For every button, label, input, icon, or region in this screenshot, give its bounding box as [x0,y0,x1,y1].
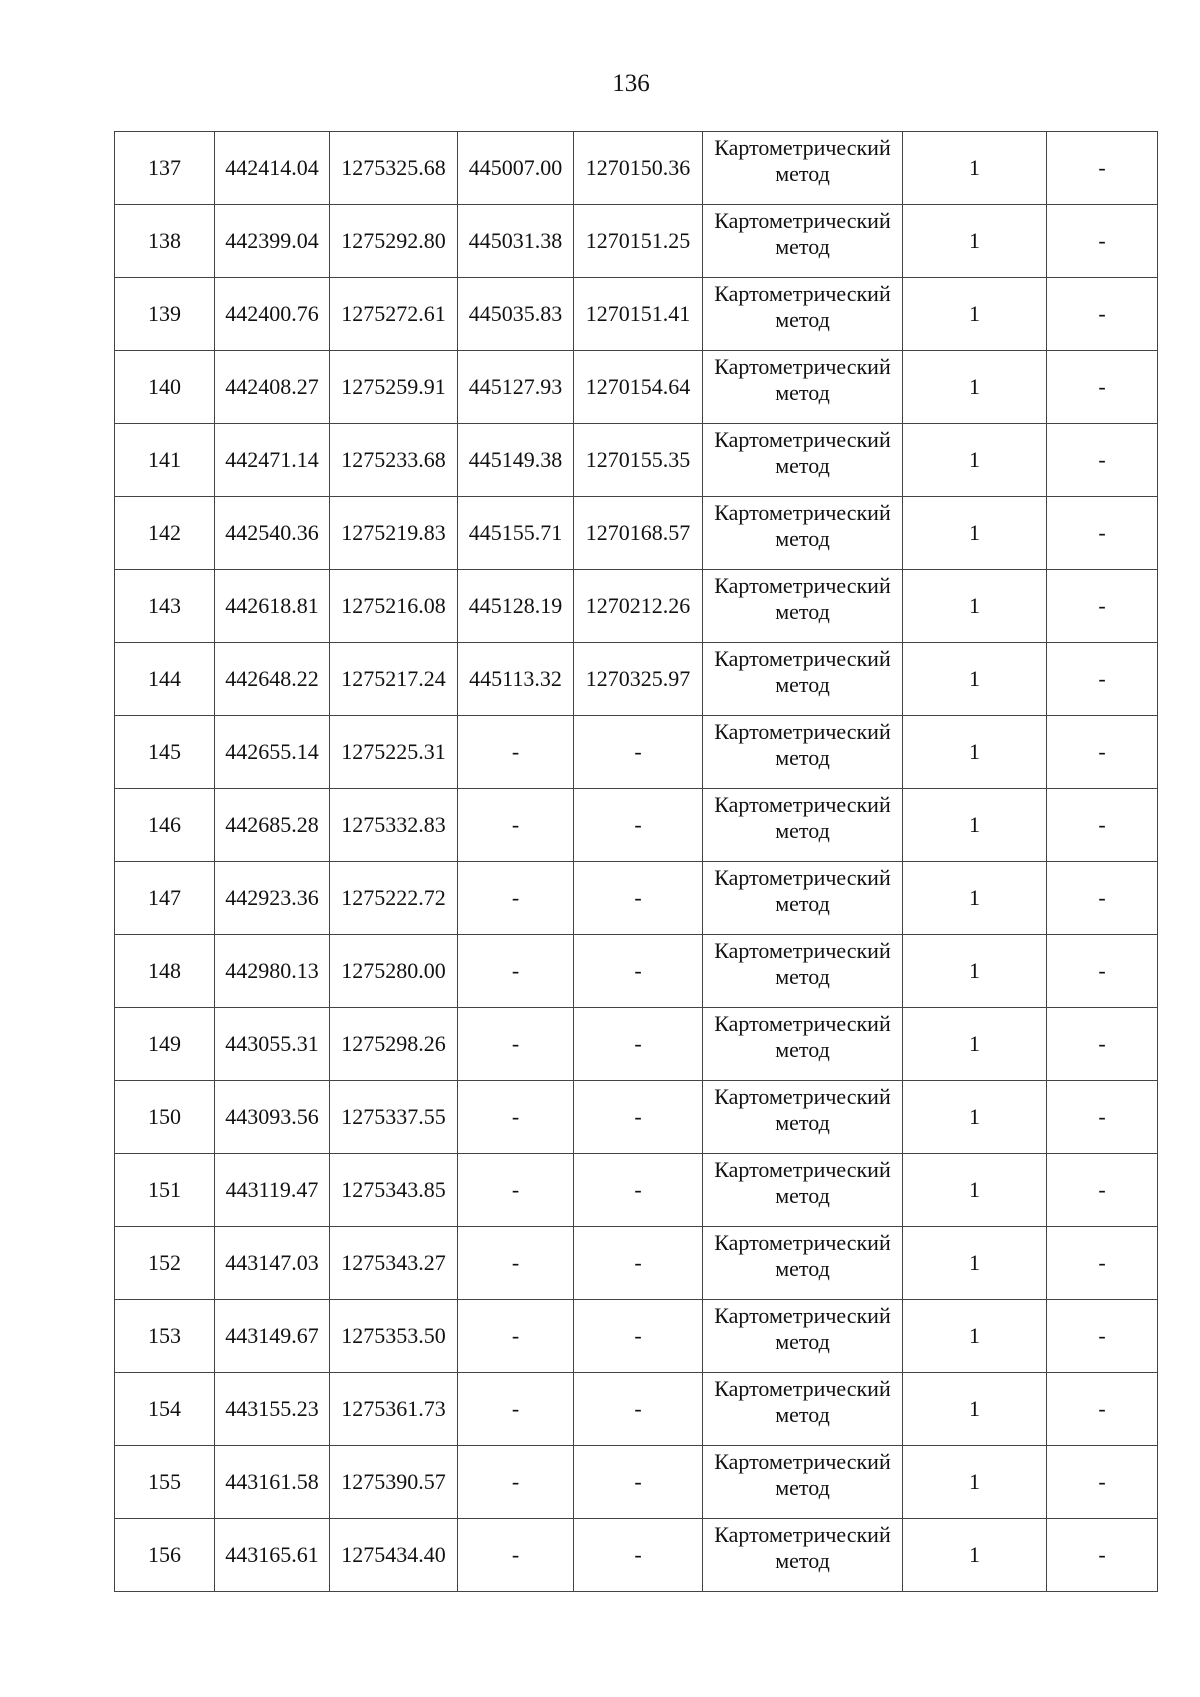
method-cell [703,862,903,935]
table-row [115,351,1158,424]
y-existing-cell: 1275361.73 [330,1373,458,1446]
note-cell: - [1047,1154,1158,1227]
x-existing-cell: 442923.36 [215,862,330,935]
y-new-cell: - [574,1373,703,1446]
method-line-2: метод [775,1037,830,1062]
method-cell [703,278,903,351]
y-new-cell: 1270151.41 [574,278,703,351]
note-cell: - [1047,1081,1158,1154]
method-cell [703,935,903,1008]
method-line-2: метод [775,1110,830,1135]
y-existing-cell: 1275343.85 [330,1154,458,1227]
x-existing-cell: 443165.61 [215,1519,330,1592]
method-line-2: метод [775,1256,830,1281]
y-existing-cell: 1275216.08 [330,570,458,643]
note-cell: - [1047,424,1158,497]
note-cell: - [1047,1519,1158,1592]
x-existing-cell: 442400.76 [215,278,330,351]
method-line-1: Картометрический [714,135,891,160]
table-row [115,205,1158,278]
accuracy-cell: 1 [903,497,1047,570]
method-line-1: Картометрический [714,1011,891,1036]
y-existing-cell: 1275280.00 [330,935,458,1008]
point-number-cell: 138 [115,205,215,278]
x-existing-cell: 442685.28 [215,789,330,862]
method-line-2: метод [775,161,830,186]
x-new-cell: 445113.32 [458,643,574,716]
method-line-2: метод [775,1475,830,1500]
method-line-1: Картометрический [714,1449,891,1474]
accuracy-cell: 1 [903,1227,1047,1300]
x-existing-cell: 442414.04 [215,132,330,205]
method-line-2: метод [775,745,830,770]
accuracy-cell: 1 [903,716,1047,789]
table-row [115,643,1158,716]
method-line-2: метод [775,453,830,478]
method-line-2: метод [775,599,830,624]
y-existing-cell: 1275217.24 [330,643,458,716]
point-number-cell: 146 [115,789,215,862]
method-line-2: метод [775,964,830,989]
accuracy-cell: 1 [903,1008,1047,1081]
x-new-cell: - [458,1446,574,1519]
point-number-cell: 143 [115,570,215,643]
point-number-cell: 153 [115,1300,215,1373]
accuracy-cell: 1 [903,1446,1047,1519]
note-cell: - [1047,1008,1158,1081]
method-line-2: метод [775,1329,830,1354]
method-cell [703,1154,903,1227]
x-new-cell: - [458,1519,574,1592]
note-cell: - [1047,789,1158,862]
accuracy-cell: 1 [903,643,1047,716]
x-existing-cell: 443161.58 [215,1446,330,1519]
table-row [115,1519,1158,1592]
method-line-2: метод [775,234,830,259]
note-cell: - [1047,497,1158,570]
method-line-1: Картометрический [714,1157,891,1182]
accuracy-cell: 1 [903,789,1047,862]
point-number-cell: 149 [115,1008,215,1081]
point-number-cell: 148 [115,935,215,1008]
x-new-cell: 445031.38 [458,205,574,278]
x-new-cell: - [458,935,574,1008]
y-new-cell: - [574,789,703,862]
accuracy-cell: 1 [903,351,1047,424]
x-new-cell: - [458,1154,574,1227]
point-number-cell: 137 [115,132,215,205]
y-existing-cell: 1275434.40 [330,1519,458,1592]
method-cell [703,1081,903,1154]
accuracy-cell: 1 [903,1373,1047,1446]
x-new-cell: - [458,1081,574,1154]
note-cell: - [1047,643,1158,716]
accuracy-cell: 1 [903,205,1047,278]
method-line-1: Картометрический [714,1084,891,1109]
table-row [115,570,1158,643]
method-cell [703,716,903,789]
y-existing-cell: 1275325.68 [330,132,458,205]
method-cell [703,351,903,424]
point-number-cell: 141 [115,424,215,497]
x-existing-cell: 442471.14 [215,424,330,497]
accuracy-cell: 1 [903,935,1047,1008]
note-cell: - [1047,1446,1158,1519]
y-existing-cell: 1275272.61 [330,278,458,351]
method-line-1: Картометрический [714,646,891,671]
coordinates-table [114,131,1158,1592]
method-cell [703,424,903,497]
x-existing-cell: 442399.04 [215,205,330,278]
y-new-cell: - [574,1446,703,1519]
method-line-2: метод [775,672,830,697]
point-number-cell: 155 [115,1446,215,1519]
table-row [115,278,1158,351]
note-cell: - [1047,132,1158,205]
x-existing-cell: 442618.81 [215,570,330,643]
accuracy-cell: 1 [903,1081,1047,1154]
method-line-1: Картометрический [714,427,891,452]
y-new-cell: - [574,1081,703,1154]
note-cell: - [1047,1227,1158,1300]
note-cell: - [1047,205,1158,278]
table-row [115,1300,1158,1373]
y-new-cell: 1270155.35 [574,424,703,497]
table-row [115,862,1158,935]
note-cell: - [1047,1373,1158,1446]
method-line-1: Картометрический [714,354,891,379]
y-new-cell: - [574,716,703,789]
method-line-2: метод [775,818,830,843]
y-new-cell: 1270154.64 [574,351,703,424]
x-new-cell: 445155.71 [458,497,574,570]
table-row [115,424,1158,497]
method-line-2: метод [775,380,830,405]
x-new-cell: - [458,789,574,862]
y-existing-cell: 1275337.55 [330,1081,458,1154]
accuracy-cell: 1 [903,424,1047,497]
table-row [115,1081,1158,1154]
point-number-cell: 154 [115,1373,215,1446]
x-existing-cell: 443093.56 [215,1081,330,1154]
table-row [115,1446,1158,1519]
method-line-1: Картометрический [714,1376,891,1401]
point-number-cell: 156 [115,1519,215,1592]
accuracy-cell: 1 [903,278,1047,351]
method-line-2: метод [775,307,830,332]
x-existing-cell: 443119.47 [215,1154,330,1227]
method-line-1: Картометрический [714,938,891,963]
y-existing-cell: 1275219.83 [330,497,458,570]
method-cell [703,205,903,278]
x-new-cell: 445007.00 [458,132,574,205]
x-new-cell: - [458,1300,574,1373]
point-number-cell: 140 [115,351,215,424]
y-new-cell: 1270212.26 [574,570,703,643]
table-row [115,935,1158,1008]
y-new-cell: 1270168.57 [574,497,703,570]
table-row [115,132,1158,205]
method-cell [703,1227,903,1300]
method-cell [703,643,903,716]
y-new-cell: - [574,935,703,1008]
y-new-cell: - [574,1300,703,1373]
method-line-1: Картометрический [714,865,891,890]
method-line-1: Картометрический [714,1230,891,1255]
x-new-cell: - [458,1008,574,1081]
note-cell: - [1047,570,1158,643]
point-number-cell: 147 [115,862,215,935]
accuracy-cell: 1 [903,570,1047,643]
accuracy-cell: 1 [903,132,1047,205]
point-number-cell: 144 [115,643,215,716]
y-new-cell: - [574,1227,703,1300]
x-new-cell: 445127.93 [458,351,574,424]
y-new-cell: 1270325.97 [574,643,703,716]
y-existing-cell: 1275343.27 [330,1227,458,1300]
y-new-cell: - [574,862,703,935]
x-new-cell: - [458,716,574,789]
y-new-cell: - [574,1008,703,1081]
point-number-cell: 152 [115,1227,215,1300]
note-cell: - [1047,1300,1158,1373]
table-row [115,1227,1158,1300]
y-existing-cell: 1275233.68 [330,424,458,497]
method-cell [703,132,903,205]
x-existing-cell: 442540.36 [215,497,330,570]
accuracy-cell: 1 [903,1300,1047,1373]
accuracy-cell: 1 [903,1519,1047,1592]
method-line-1: Картометрический [714,208,891,233]
y-existing-cell: 1275292.80 [330,205,458,278]
y-new-cell: 1270150.36 [574,132,703,205]
accuracy-cell: 1 [903,1154,1047,1227]
method-cell [703,497,903,570]
method-cell [703,570,903,643]
x-new-cell: 445035.83 [458,278,574,351]
x-new-cell: - [458,862,574,935]
table-row [115,497,1158,570]
method-line-2: метод [775,1183,830,1208]
method-line-2: метод [775,1548,830,1573]
table-row [115,1373,1158,1446]
point-number-cell: 151 [115,1154,215,1227]
method-cell [703,1373,903,1446]
x-existing-cell: 442408.27 [215,351,330,424]
x-existing-cell: 442980.13 [215,935,330,1008]
table-row [115,1008,1158,1081]
method-line-1: Картометрический [714,719,891,744]
method-line-1: Картометрический [714,281,891,306]
y-new-cell: - [574,1519,703,1592]
method-line-1: Картометрический [714,573,891,598]
y-existing-cell: 1275390.57 [330,1446,458,1519]
table-row [115,1154,1158,1227]
x-existing-cell: 443055.31 [215,1008,330,1081]
x-existing-cell: 442655.14 [215,716,330,789]
y-existing-cell: 1275353.50 [330,1300,458,1373]
method-line-1: Картометрический [714,500,891,525]
x-new-cell: 445128.19 [458,570,574,643]
method-cell [703,1519,903,1592]
page-number: 136 [612,70,650,97]
note-cell: - [1047,278,1158,351]
note-cell: - [1047,862,1158,935]
method-cell [703,1008,903,1081]
x-new-cell: - [458,1227,574,1300]
method-line-2: метод [775,1402,830,1427]
method-cell [703,789,903,862]
method-cell [703,1446,903,1519]
table-row [115,789,1158,862]
method-line-2: метод [775,891,830,916]
note-cell: - [1047,935,1158,1008]
y-existing-cell: 1275225.31 [330,716,458,789]
y-existing-cell: 1275222.72 [330,862,458,935]
table-row [115,716,1158,789]
y-existing-cell: 1275332.83 [330,789,458,862]
y-existing-cell: 1275259.91 [330,351,458,424]
y-new-cell: 1270151.25 [574,205,703,278]
x-existing-cell: 442648.22 [215,643,330,716]
point-number-cell: 139 [115,278,215,351]
x-existing-cell: 443155.23 [215,1373,330,1446]
method-line-1: Картометрический [714,1303,891,1328]
x-new-cell: - [458,1373,574,1446]
accuracy-cell: 1 [903,862,1047,935]
method-cell [703,1300,903,1373]
y-existing-cell: 1275298.26 [330,1008,458,1081]
point-number-cell: 145 [115,716,215,789]
table-body [115,132,1158,1592]
note-cell: - [1047,351,1158,424]
x-new-cell: 445149.38 [458,424,574,497]
point-number-cell: 142 [115,497,215,570]
method-line-1: Картометрический [714,792,891,817]
x-existing-cell: 443147.03 [215,1227,330,1300]
note-cell: - [1047,716,1158,789]
x-existing-cell: 443149.67 [215,1300,330,1373]
method-line-2: метод [775,526,830,551]
point-number-cell: 150 [115,1081,215,1154]
method-line-1: Картометрический [714,1522,891,1547]
y-new-cell: - [574,1154,703,1227]
